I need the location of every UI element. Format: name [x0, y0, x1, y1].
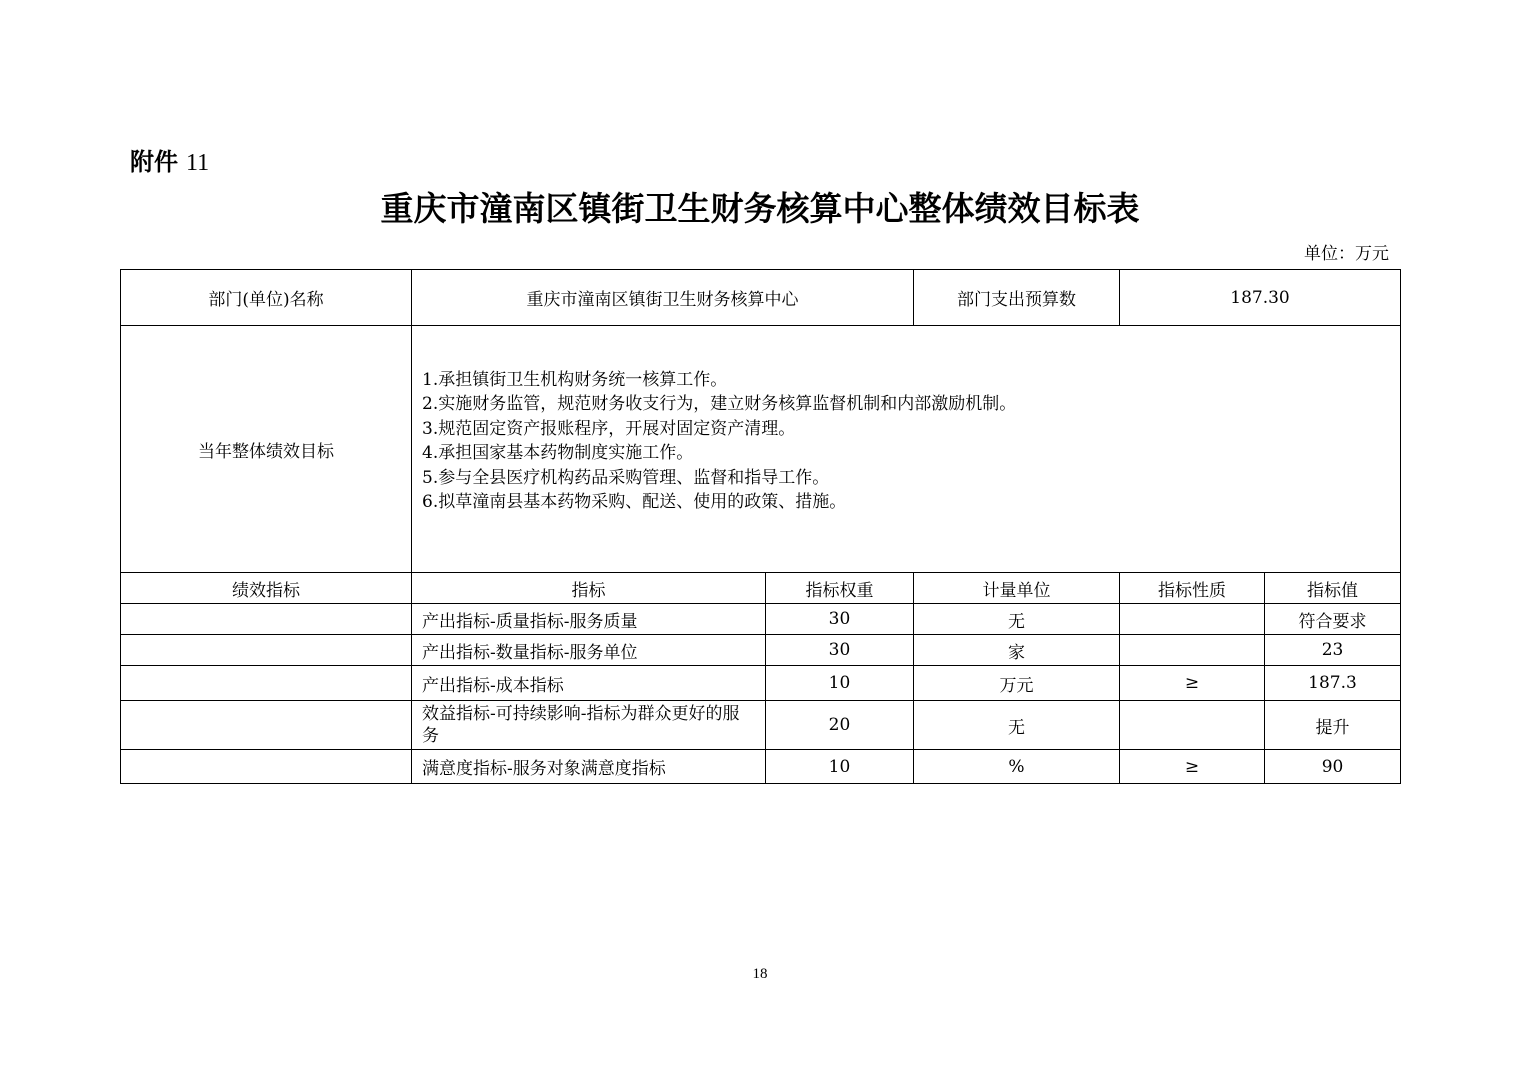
indicator-name: 效益指标-可持续影响-指标为群众更好的服务 — [412, 701, 766, 750]
dept-name-value: 重庆市潼南区镇街卫生财务核算中心 — [412, 270, 914, 326]
table-row — [121, 701, 1401, 750]
indicator-unit: % — [914, 750, 1120, 784]
annual-goal-item: 2.实施财务监管，规范财务收支行为，建立财务核算监督机制和内部激励机制。 — [422, 394, 1017, 414]
indicator-weight: 30 — [766, 604, 914, 635]
budget-value: 187.30 — [1120, 270, 1401, 326]
indicator-unit: 万元 — [914, 666, 1120, 701]
header-nature: 指标性质 — [1120, 573, 1265, 604]
header-value: 指标值 — [1265, 573, 1401, 604]
annual-goal-list — [422, 368, 1390, 515]
page-number: 18 — [752, 966, 768, 982]
annual-goal-item: 4.承担国家基本药物制度实施工作。 — [422, 443, 694, 463]
annual-goal-item: 6.拟草潼南县基本药物采购、配送、使用的政策、措施。 — [422, 492, 847, 512]
table-row — [121, 750, 1401, 784]
indicator-header-row — [121, 573, 1401, 604]
indicator-name: 产出指标-成本指标 — [412, 666, 766, 701]
header-unit: 计量单位 — [914, 573, 1120, 604]
dept-row — [121, 270, 1401, 326]
indicator-unit: 无 — [914, 604, 1120, 635]
annual-goal-item: 1.承担镇街卫生机构财务统一核算工作。 — [422, 369, 728, 390]
attachment-label: 附件 — [130, 148, 178, 176]
indicator-name: 产出指标-质量指标-服务质量 — [412, 604, 766, 635]
table-row — [121, 666, 1401, 701]
header-category: 绩效指标 — [121, 573, 412, 604]
annual-goal-item: 3.规范固定资产报账程序，开展对固定资产清理。 — [422, 418, 796, 439]
indicator-unit: 家 — [914, 635, 1120, 666]
annual-goal-content — [412, 326, 1401, 573]
indicator-weight: 10 — [766, 750, 914, 784]
indicator-name: 产出指标-数量指标-服务单位 — [412, 635, 766, 666]
attachment-heading — [130, 146, 209, 179]
header-weight: 指标权重 — [766, 573, 914, 604]
indicator-nature: ≥ — [1120, 750, 1265, 784]
indicator-category — [121, 666, 412, 701]
attachment-number: 11 — [186, 150, 210, 176]
indicator-name: 满意度指标-服务对象满意度指标 — [412, 750, 766, 784]
unit-label: 单位：万元 — [1304, 244, 1389, 264]
header-indicator: 指标 — [412, 573, 766, 604]
table-row — [121, 604, 1401, 635]
indicator-category — [121, 635, 412, 666]
indicator-value: 187.3 — [1265, 666, 1401, 701]
indicator-weight: 20 — [766, 701, 914, 750]
budget-label: 部门支出预算数 — [914, 270, 1120, 326]
table-row — [121, 635, 1401, 666]
document-title: 重庆市潼南区镇街卫生财务核算中心整体绩效目标表 — [380, 189, 1140, 228]
annual-goal-row — [121, 326, 1401, 573]
indicator-unit: 无 — [914, 701, 1120, 750]
dept-name-label: 部门(单位)名称 — [121, 270, 412, 326]
indicator-nature — [1120, 604, 1265, 635]
indicator-nature — [1120, 701, 1265, 750]
indicator-value: 23 — [1265, 635, 1401, 666]
indicator-weight: 10 — [766, 666, 914, 701]
indicator-nature: ≥ — [1120, 666, 1265, 701]
indicator-value: 符合要求 — [1265, 604, 1401, 635]
annual-goal-item: 5.参与全县医疗机构药品采购管理、监督和指导工作。 — [422, 467, 830, 488]
performance-target-table — [120, 269, 1401, 784]
annual-goal-label: 当年整体绩效目标 — [121, 326, 412, 573]
indicator-category — [121, 750, 412, 784]
indicator-category — [121, 604, 412, 635]
indicator-weight: 30 — [766, 635, 914, 666]
indicator-category — [121, 701, 412, 750]
indicator-nature — [1120, 635, 1265, 666]
indicator-value: 提升 — [1265, 701, 1401, 750]
indicator-value: 90 — [1265, 750, 1401, 784]
